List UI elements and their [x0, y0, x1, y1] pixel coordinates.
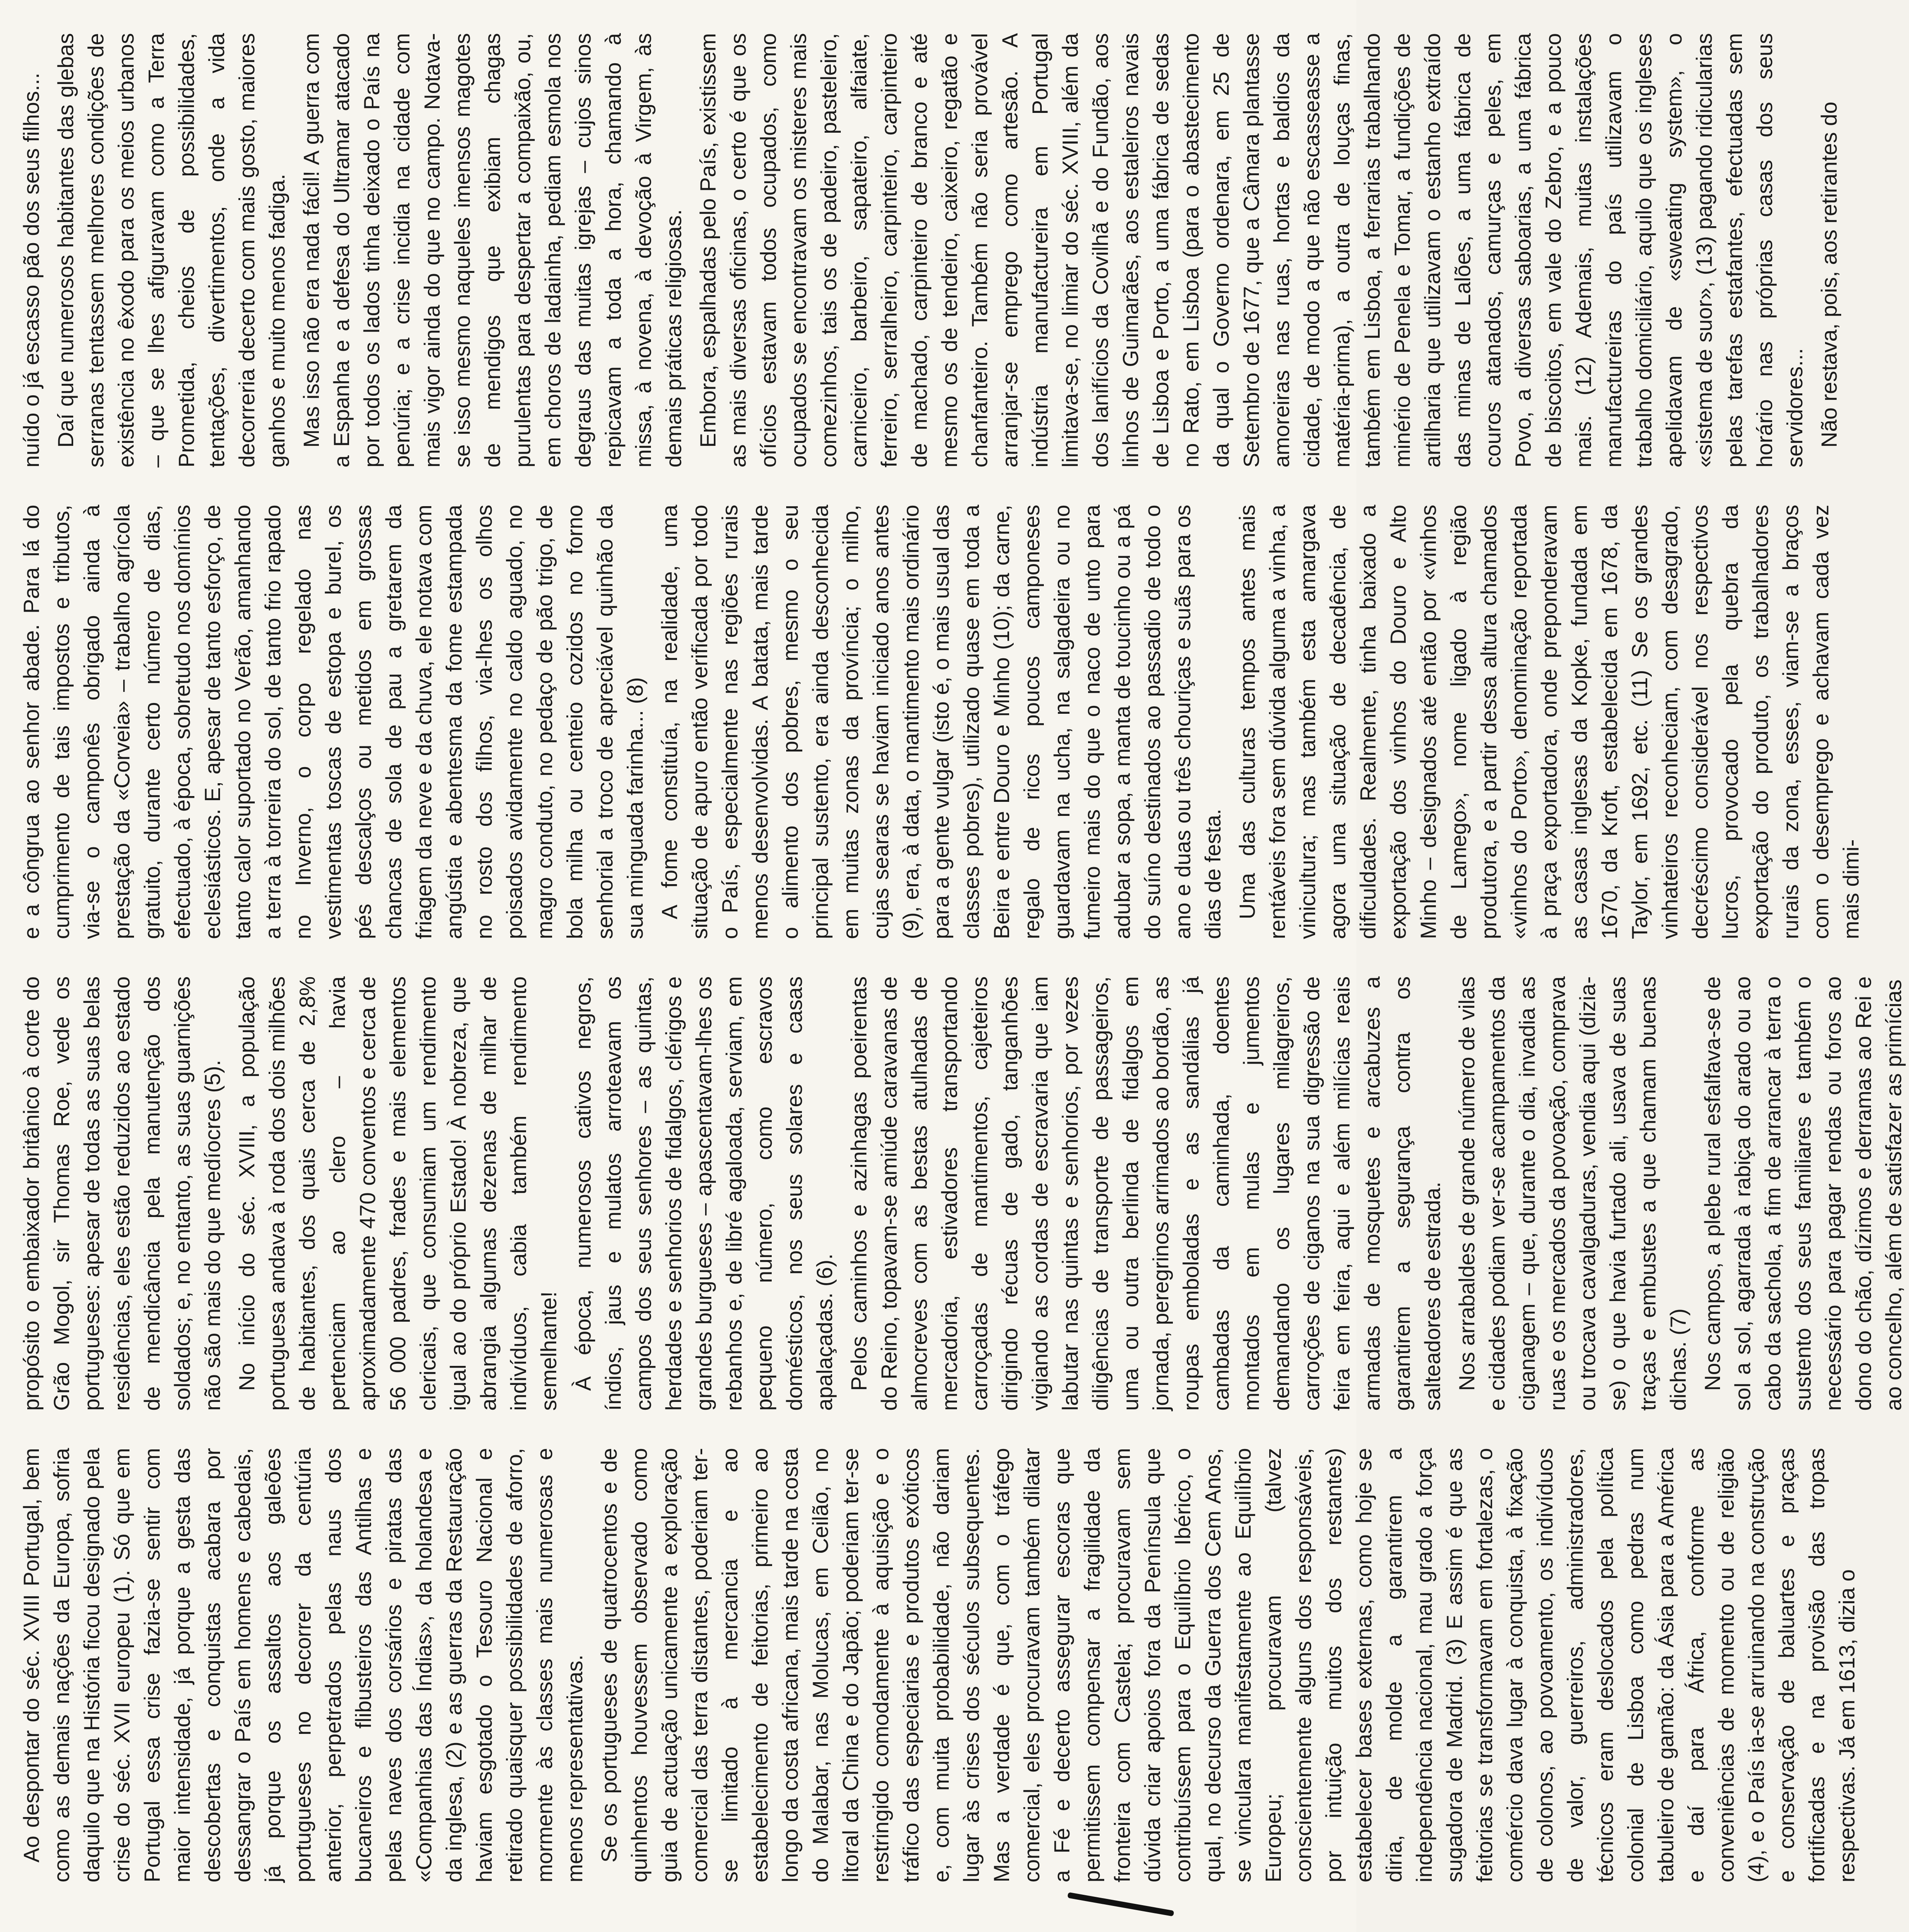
- paragraph: Nos campos, a plebe rural esfalfava-se de sol a sol, agarrada à rabiça do arado ou ao cabo da sachola, a fim de arrancar à terra o sustento dos seus familiares e também o necessário para pagar rendas ou foros ao dono do chão, dízimos e derramas ao Rei e ao concelho, além de satisfazer as primícias: [1701, 976, 1906, 1411]
- paragraph: Ao despontar do séc. XVIII Portugal, bem como as demais nações da Europa, sofria daquilo que na História ficou designado pela crise do séc. XVII europeu (1). Só que em Portugal essa crise fazia-se sentir com maior intensidade, já porque a gesta das descobertas e conquistas acabara por dessangrar o País em homens e cabedais, já porque os assaltos aos galeões portugueses no decorrer da centúria anterior, perpetrados pelas naus dos bucaneiros e flibusteiros das Antilhas e pelas naves dos corsários e piratas das «Companhias das Índias», da holandesa e da inglesa, (2) e as guerras da Restauração haviam esgotado o Tesouro Nacional e retirado quaisquer possibilidades de aforro, mormente às classes mais numerosas e menos representativas.: [19, 1448, 587, 1882]
- text-columns: [17, 33, 1906, 1882]
- paragraph: A fome constituía, na realidade, uma situação de apuro então verificada por todo o País, especialmente nas regiões rurais menos desenvolvidas. A batata, mais tarde o alimento dos pobres, mesmo o seu principal sustento, era ainda desconhecida em muitas zonas da província; o milho, cujas searas se haviam iniciado anos antes (9), era, à data, o mantimento mais ordinário para a gente vulgar (isto é, o mais usual das classes pobres), utilizado quase em toda a Beira e entre Douro e Minho (10); da carne, regalo de ricos poucos camponeses guardavam na ucha, na salgadeira ou no fumeiro mais do que o naco de unto para adubar a sopa, a manta de toucinho ou a pá do suíno destinados ao passadio de todo o ano e duas ou três chouriças e suãs para os dias de festa.: [658, 505, 1225, 939]
- paragraph: Embora, espalhadas pelo País, existissem as mais diversas oficinas, o certo é que os ofícios estavam todos ocupados, como ocupados se encontravam os misteres mais comezinhos, tais os de padeiro, pasteleiro, carniceiro, barbeiro, sapateiro, alfaiate, ferreiro, serralheiro, carpinteiro, carpinteiro de machado, carpinteiro de branco e até mesmo os de tendeiro, caixeiro, regatão e chanfanteiro. Também não seria provável arranjar-se emprego como artesão. A indústria manufactureira em Portugal limitava-se, no limiar do séc. XVIII, além da dos lanifícios da Covilhã e do Fundão, aos linhos de Guimarães, aos estaleiros navais de Lisboa e Porto, a uma fábrica de sedas no Rato, em Lisboa (para o abastecimento da qual o Governo ordenara, em 25 de Setembro de 1677, que a Câmara plantasse amoreiras nas ruas, hortas e baldios da cidade, de modo a que não escasseasse a matéria-prima), a outra de louças finas, também em Lisboa, a ferrarias trabalhando minério de Penela e Tomar, a fundições de artilharia que utilizavam o estanho extraído das minas de Lalões, a uma fábrica de couros atanados, camurças e peles, em Povo, a diversas saboarias, a uma fábrica de biscoitos, em vale do Zebro, e a pouco mais. (12) Ademais, muitas instalações manufactureiras do país utilizavam o trabalho domiciliário, aquilo que os ingleses apelidavam de «sweating system», o «sistema de suor», (13) pagando ridicularias pelas tarefas estafantes, efectuadas sem horário nas próprias casas dos seus servidores...: [696, 33, 1807, 468]
- column-4: [17, 33, 1842, 468]
- paragraph: Daí que numerosos habitantes das glebas serranas tentassem melhores condições de existência no êxodo para os meios urbanos – que se lhes afiguravam como a Terra Prometida, cheios de possibilidades, tentações, divertimentos, onde a vida decorreria decerto com mais gosto, maiores ganhos e muito menos fadiga.: [54, 33, 289, 468]
- paragraph: Uma das culturas tempos antes mais rentáveis fora sem dúvida alguma a vinha, a vinicultura; mas também esta amargava agora uma situação de decadência, de dificuldades. Realmente, tinha baixado a exportação dos vinhos do Douro e Alto Minho – designados até então por «vinhos de Lamego», nome ligado à região produtora, e a partir dessa altura chamados «vinhos do Porto», denominação reportada à praça exportadora, onde preponderavam as casas inglesas da Kopke, fundada em 1670, da Kroft, estabelecida em 1678, da Taylor, em 1692, etc. (11) Se os grandes vinhateiros reconheciam, com desagrado, decréscimo considerável nos respectivos lucros, provocado pela quebra da exportação do produto, os trabalhadores rurais da zona, esses, viam-se a braços com o desemprego e achavam cada vez mais dimi-: [1235, 505, 1864, 939]
- column-1: [17, 1448, 1859, 1883]
- paragraph: Pelos caminhos e azinhagas poeirentas do Reino, topavam-se amiúde caravanas de almocreves com as bestas atulhadas de mercadoria, estivadores transportando carroçadas de mantimentos, cajeteiros dirigindo récuas de gado, tanganhões vigiando as cordas de escravaria que iam labutar nas quintas e senhorios, por vezes diligências de transporte de passageiros, uma ou outra berlinda de fidalgos em jornada, peregrinos arrimados ao bordão, as roupas emboladas e as sandálias já cambadas da caminhada, doentes montados em mulas e jumentos demandando os lugares milagreiros, carroções de ciganos na sua digressão de feira em feira, aqui e além milícias reais armadas de mosquetes e arcabuzes a garantirem a segurança contra os salteadores de estrada.: [847, 976, 1445, 1411]
- column-3: [17, 505, 1864, 940]
- paragraph: e a côngrua ao senhor abade. Para lá do cumprimento de tais impostos e tributos, via-se o camponês obrigado ainda à prestação da «Corveia» – trabalho agrícola gratuito, durante certo número de dias, efectuado, à época, sobretudo nos domínios eclesiásticos. E, apesar de tanto esforço, de tanto calor suportado no Verão, amanhando a terra à torreira do sol, de tanto frio rapado no Inverno, o corpo regelado nas vestimentas toscas de estopa e burel, os pés descalços ou metidos em grossas chancas de sola de pau a gretarem da friagem da neve e da chuva, ele notava com angústia e abentesma da fome estampada no rosto dos filhos, via-lhes os olhos poisados avidamente no caldo aguado, no magro conduto, no pedaço de pão trigo, de bola milha ou centeio cozidos no forno senhorial a troco de apreciável quinhão da sua minguada farinha... (8): [19, 505, 648, 939]
- paragraph: nuído o já escasso pão dos seus filhos...: [19, 72, 44, 468]
- paragraph: Se os portugueses de quatrocentos e de quinhentos houvessem observado como guia de actuação unicamente a exploração comercial das terra distantes, poderiam ter-se limitado à mercancia e ao estabelecimento de feitorias, primeiro ao longo da costa africana, mais tarde na costa do Malabar, nas Molucas, em Ceilão, no litoral da China e do Japão; poderiam ter-se restringido comodamente à aquisição e o tráfico das especiarias e produtos exóticos e, com muita probabilidade, não dariam lugar às crises dos séculos subsequentes. Mas a verdade é que, com o tráfego comercial, eles procuravam também dilatar a Fé e decerto assegurar escoras que permitissem compensar a fragilidade da fronteira com Castela; procuravam sem dúvida criar apoios fora da Península que contribuíssem para o Equilíbrio Ibérico, o qual, no decurso da Guerra dos Cem Anos, se vinculara manifestamente ao Equilíbrio Europeu; procuravam (talvez conscientemente alguns dos responsáveis, por intuição muitos dos restantes) estabelecer bases externas, como hoje se diria, de molde a garantirem a independência nacional, mau grado a força sugadora de Madrid. (3) E assim é que as feitorias se transformavam em fortalezas, o comércio dava lugar à conquista, à fixação de colonos, ao povoamento, os indivíduos de valor, guerreiros, administradores, técnicos eram deslocados pela política colonial de Lisboa como pedras num tabuleiro de gamão: da Ásia para a América e daí para África, conforme as conveniências de momento ou de religião (4), e o País ia-se arruinando na construção e conservação de baluartes e praças fortificadas e na provisão das tropas respectivas. Já em 1613, dizia o: [597, 1448, 1859, 1882]
- paragraph: No início do séc. XVIII, a população portuguesa andava à roda dos dois milhões de habitantes, dos quais cerca de 2,8% pertenciam ao clero – havia aproximadamente 470 conventos e cerca de 56 000 padres, frades e mais elementos clericais, que consumiam um rendimento igual ao do próprio Estado! À nobreza, que abrangia algumas dezenas de milhar de indivíduos, cabia também rendimento semelhante!: [235, 976, 561, 1411]
- column-2: [17, 976, 1906, 1411]
- paragraph: Não restava, pois, aos retirantes do: [1817, 101, 1842, 448]
- margin-ink-mark: [1067, 1892, 1174, 1917]
- paragraph: À época, numerosos cativos negros, índios, jaus e mulatos arroteavam os campos dos seus senhores – as quintas, herdades e senhorios de fidalgos, clérigos e grandes burgueses – apascentavam-lhes os rebanhos e, de libré agaloada, serviam, em pequeno número, como escravos domésticos, nos seus solares e casas apalaçadas. (6).: [571, 976, 837, 1411]
- paragraph: propósito o embaixador britânico à corte do Grão Mogol, sir Thomas Roe, vede os portugueses: apesar de todas as suas belas residências, eles estão reduzidos ao estado de mendicância pela manutenção dos soldados; e, no entanto, as suas guarnições não são mais do que medíocres (5).: [19, 976, 225, 1411]
- paragraph: Nos arrabaldes de grande número de vilas e cidades podiam ver-se acampamentos da ciganagem – que, durante o dia, invadia as ruas e os mercados da povoação, comprava ou trocava cavalgaduras, vendia aqui (dizia-se) o que havia furtado ali, usava de suas traças e embustes a que chamam buenas dichas. (7): [1455, 976, 1691, 1411]
- paragraph: Mas isso não era nada fácil! A guerra com a Espanha e a defesa do Ultramar atacado por todos os lados tinha deixado o País na penúria; e a crise incidia na cidade com mais vigor ainda do que no campo. Notava-se isso mesmo naqueles imensos magotes de mendigos que exibiam chagas purulentas para despertar a compaixão, ou, em choros de ladainha, pediam esmola nos degraus das muitas igrejas – cujos sinos repicavam a toda a hora, chamando à missa, à novena, à devoção à Virgem, às demais práticas religiosas.: [299, 33, 686, 468]
